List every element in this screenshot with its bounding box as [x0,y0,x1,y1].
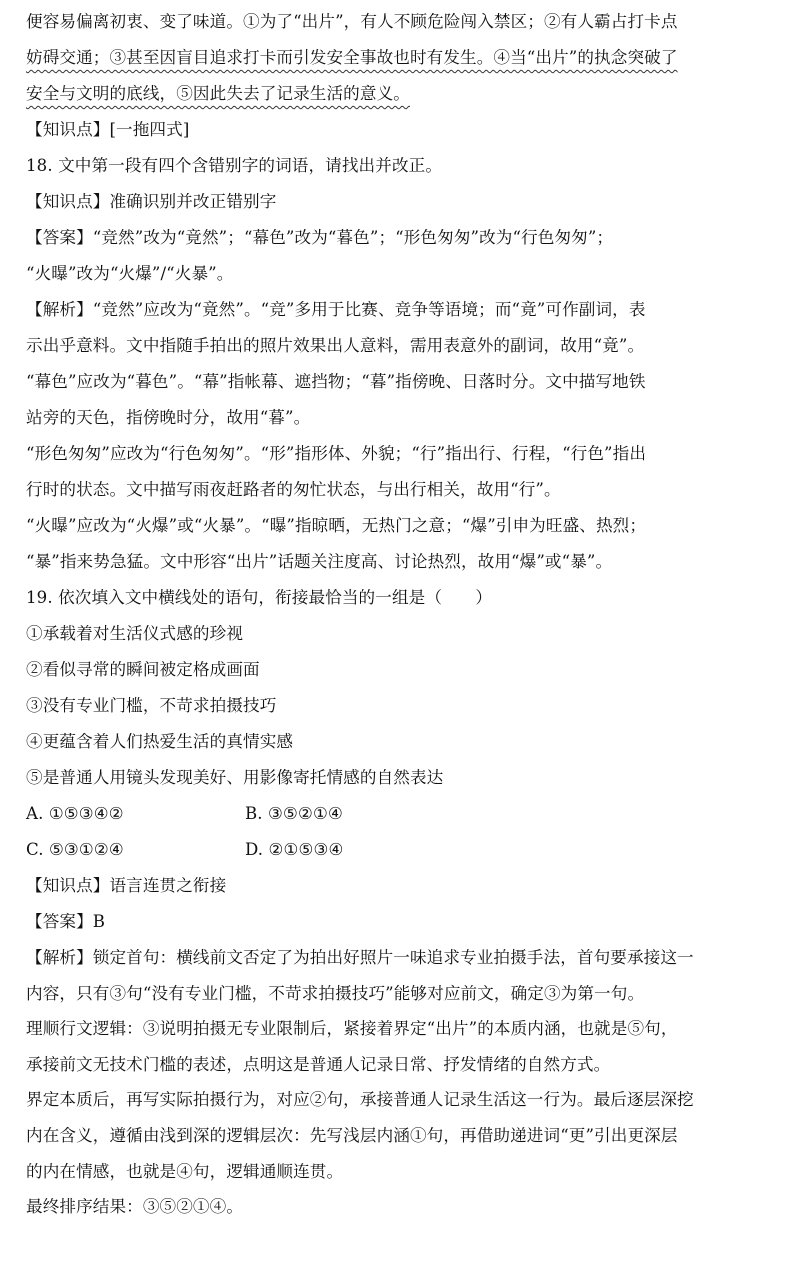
q19-analysis-line: 【解析】锁定首句：横线前文否定了为拍出好照片一味追求专业拍摄手法，首句要承接这一 [26,948,694,967]
q18-analysis-line: “暴”指来势急猛。文中形容“出片”话题关注度高、讨论热烈，故用“爆”或“暴”。 [26,552,613,571]
q18-analysis-line: “幕色”应改为“暮色”。“幕”指帐幕、遮挡物；“暮”指傍晚、日落时分。文中描写地铁 [26,372,646,391]
q19-analysis-line: 承接前文无技术门槛的表述，点明这是普通人记录日常、抒发情绪的自然方式。 [26,1054,611,1074]
q19-analysis-line: 最终排序结果：③⑤②①④。 [26,1197,244,1217]
q18-analysis-line: “形色匆匆”应改为“行色匆匆”。“形”指形体、外貌；“行”指出行、行程，“行色”指出 [26,444,647,463]
q19-option-c: C. ⑤③①②④ [26,840,124,859]
intro-line-1 [26,4,774,40]
q19-item: ③没有专业门槛，不苛求拍摄技巧 [26,696,277,715]
intro-text-3: 安全与文明的底线，⑤因此失去了记录生活的意义。 [26,84,410,103]
q18-answer-line-1: 【答案】“竞然”改为“竟然”；“幕色”改为“暮色”；“形色匆匆”改为“行色匆匆”； [26,228,614,247]
q19-option-a: A. ①⑤③④② [26,804,124,823]
q18-question: 18. 文中第一段有四个含错别字的词语，请找出并改正。 [26,156,443,175]
intro-text-1: 便容易偏离初衷、变了味道。①为了“出片”，有人不顾危险闯入禁区；②有人霸占打卡点 [26,12,678,31]
q18-analysis-line: 示出乎意料。文中指随手拍出的照片效果出人意料，需用表意外的副词，故用“竟”。 [26,336,645,355]
q19-option-d: D. ②①⑤③④ [245,840,344,859]
q19-analysis-line: 内在含义，遵循由浅到深的逻辑层次：先写浅层内涵①句，再借助递进词“更”引出更深层 [26,1125,678,1145]
q19-item: ⑤是普通人用镜头发现美好、用影像寄托情感的自然表达 [26,768,444,787]
q19-item: ④更蕴含着人们热爱生活的真情实感 [26,732,294,751]
q18-analysis-line: “火曝”应改为“火爆”或“火暴”。“曝”指晾晒，无热门之意；“爆”引申为旺盛、热烈； [26,516,647,535]
q19-item: ①承载着对生活仪式感的珍视 [26,624,244,643]
q18-answer-line-2: “火曝”改为“火爆”/“火暴”。 [26,264,234,283]
q18-analysis-line: 站旁的天色，指傍晚时分，故用“暮”。 [26,408,311,427]
q18-analysis-line: 【解析】“竞然”应改为“竟然”。“竞”多用于比赛、竞争等语境；而“竟”可作副词，表 [26,300,646,319]
q19-options-row-2 [26,832,774,868]
q19-analysis-line: 内容，只有③句“没有专业门槛，不苛求拍摄技巧”能够对应前文，确定③为第一句。 [26,983,645,1003]
q19-analysis-line: 界定本质后，再写实际拍摄行为，对应②句，承接普通人记录生活这一行为。最后逐层深挖 [26,1090,694,1110]
q18-analysis-line: 行时的状态。文中描写雨夜赶路者的匆忙状态，与出行相关，故用“行”。 [26,480,561,499]
q19-answer: 【答案】B [26,912,106,931]
q19-item: ②看似寻常的瞬间被定格成画面 [26,660,260,679]
intro-line-3 [26,76,774,112]
q19-analysis-line: 理顺行文逻辑：③说明拍摄无专业限制后，紧接着界定“出片”的本质内涵，也就是⑤句， [26,1019,678,1039]
q19-options-row-1 [26,796,774,832]
q19-analysis-line: 的内在情感，也就是④句，逻辑通顺连贯。 [26,1161,344,1181]
intro-text-2: 妨碍交通；③甚至因盲目追求打卡而引发安全事故也时有发生。④当“出片”的执念突破了 [26,48,678,67]
intro-knowledge-point: 【知识点】[一拖四式] [26,120,190,139]
q19-knowledge-point: 【知识点】语言连贯之衔接 [26,876,227,895]
intro-line-2 [26,40,774,76]
q19-option-b: B. ③⑤②①④ [245,804,343,823]
document-content [26,4,774,1225]
q18-knowledge-point: 【知识点】准确识别并改正错别字 [26,192,277,211]
q19-question: 19. 依次填入文中横线处的语句，衔接最恰当的一组是（ ） [26,588,493,607]
